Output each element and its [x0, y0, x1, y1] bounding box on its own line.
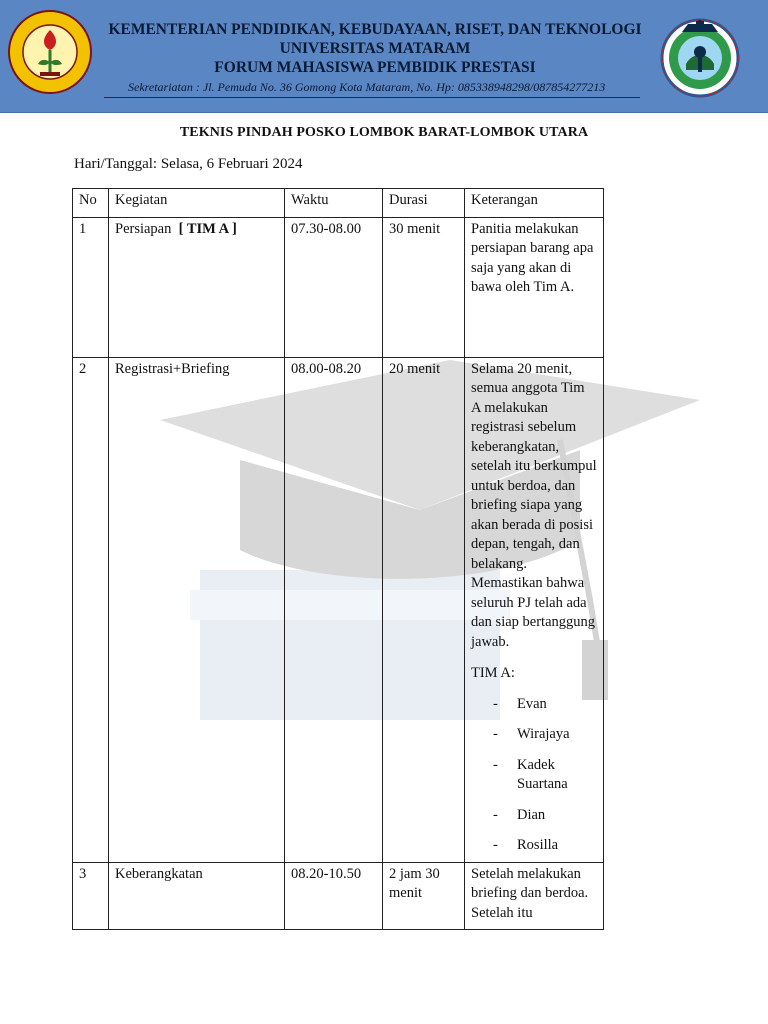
header-durasi: Durasi	[383, 189, 465, 218]
activity-label: Persiapan	[115, 220, 172, 237]
row-keterangan: Panitia melakukan persiapan barang apa saja yang akan di bawa oleh Tim A.	[465, 217, 604, 357]
team-tag: [ TIM A ]	[178, 220, 237, 237]
ministry-name: KEMENTERIAN PENDIDIKAN, KEBUDAYAAN, RISET, DAN TEKNOLOGI	[108, 21, 642, 38]
list-item: - Kadek Suartana	[471, 756, 597, 795]
row-waktu: 07.30-08.00	[285, 217, 383, 357]
list-item: - Dian	[471, 806, 597, 826]
list-item: - Rosilla	[471, 836, 597, 856]
row-keterangan	[465, 357, 604, 862]
secretariat-address: Sekretariatan : Jl. Pemuda No. 36 Gomong Kota Mataram, No. Hp: 085338948298/087854277213	[128, 80, 606, 94]
row-waktu: 08.20-10.50	[285, 862, 383, 930]
keterangan-text: Selama 20 menit, semua anggota Tim A melakukan registrasi sebelum keberangkatan, setelah itu berkumpul untuk berdoa, dan briefing siapa yang akan berada di posisi depan, tengah, dan belakang. Memastikan bahwa seluruh PJ telah ada dan siap bertanggung jawab.	[471, 360, 597, 650]
header-rule	[104, 97, 640, 98]
table-row	[73, 217, 604, 357]
row-no: 3	[73, 862, 109, 930]
table-header-row	[73, 189, 604, 218]
letterhead	[0, 0, 768, 113]
header-kegiatan: Kegiatan	[109, 189, 285, 218]
member-list	[471, 695, 597, 856]
row-durasi: 20 menit	[383, 357, 465, 862]
team-label: TIM A:	[471, 665, 515, 681]
forum-name: FORUM MAHASISWA PEMBIDIK PRESTASI	[214, 59, 536, 76]
row-kegiatan: Registrasi+Briefing	[109, 357, 285, 862]
row-kegiatan	[109, 217, 285, 357]
list-item: - Wirajaya	[471, 725, 597, 745]
header-waktu: Waktu	[285, 189, 383, 218]
document-title: TEKNIS PINDAH POSKO LOMBOK BARAT-LOMBOK UTARA	[179, 125, 589, 140]
row-keterangan: Setelah melakukan briefing dan berdoa. Setelah itu	[465, 862, 604, 930]
row-kegiatan: Keberangkatan	[109, 862, 285, 930]
row-no: 1	[73, 217, 109, 357]
university-seal-icon	[8, 10, 92, 94]
row-no: 2	[73, 357, 109, 862]
list-item: - Evan	[471, 695, 597, 715]
university-name: UNIVERSITAS MATARAM	[279, 40, 471, 57]
header-no: No	[73, 189, 109, 218]
row-durasi: 2 jam 30 menit	[383, 862, 465, 930]
header-keterangan: Keterangan	[465, 189, 604, 218]
table-row	[73, 862, 604, 930]
row-waktu: 08.00-08.20	[285, 357, 383, 862]
forum-emblem-icon	[656, 12, 744, 100]
date-line: Hari/Tanggal: Selasa, 6 Februari 2024	[74, 156, 303, 172]
row-durasi: 30 menit	[383, 217, 465, 357]
schedule-table	[72, 188, 604, 930]
table-row	[73, 357, 604, 862]
